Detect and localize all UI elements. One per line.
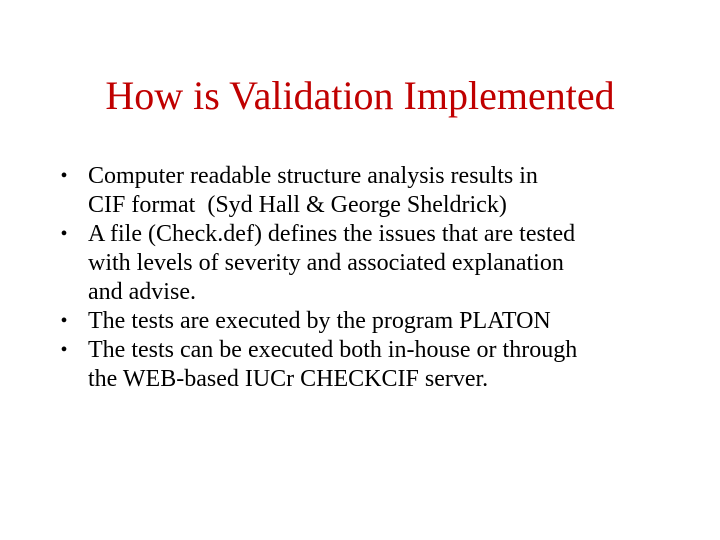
bullet-icon: •: [60, 223, 68, 245]
bullet-icon: •: [60, 165, 68, 187]
slide-title: How is Validation Implemented: [105, 73, 615, 118]
bullet-text-line: the WEB-based IUCr CHECKCIF server.: [88, 366, 489, 392]
bullet-text-line: CIF format (Syd Hall & George Sheldrick): [88, 192, 507, 218]
bullet-text-line: and advise.: [88, 279, 196, 305]
bullet-text-line: A file (Check.def) defines the issues that are tested: [88, 221, 576, 247]
bullet-item: [54, 336, 694, 394]
bullet-item: [54, 162, 694, 220]
bullet-icon: •: [60, 310, 68, 332]
bullet-list: [54, 162, 694, 394]
bullet-text-line: The tests are executed by the program PLATON: [88, 308, 551, 334]
bullet-text-line: Computer readable structure analysis results in: [88, 163, 538, 189]
bullet-item: [54, 307, 694, 336]
bullet-icon: •: [60, 339, 68, 361]
bullet-text-line: with levels of severity and associated explanation: [88, 250, 564, 276]
bullet-item: [54, 220, 694, 307]
bullet-text-line: The tests can be executed both in-house or through: [88, 337, 578, 363]
